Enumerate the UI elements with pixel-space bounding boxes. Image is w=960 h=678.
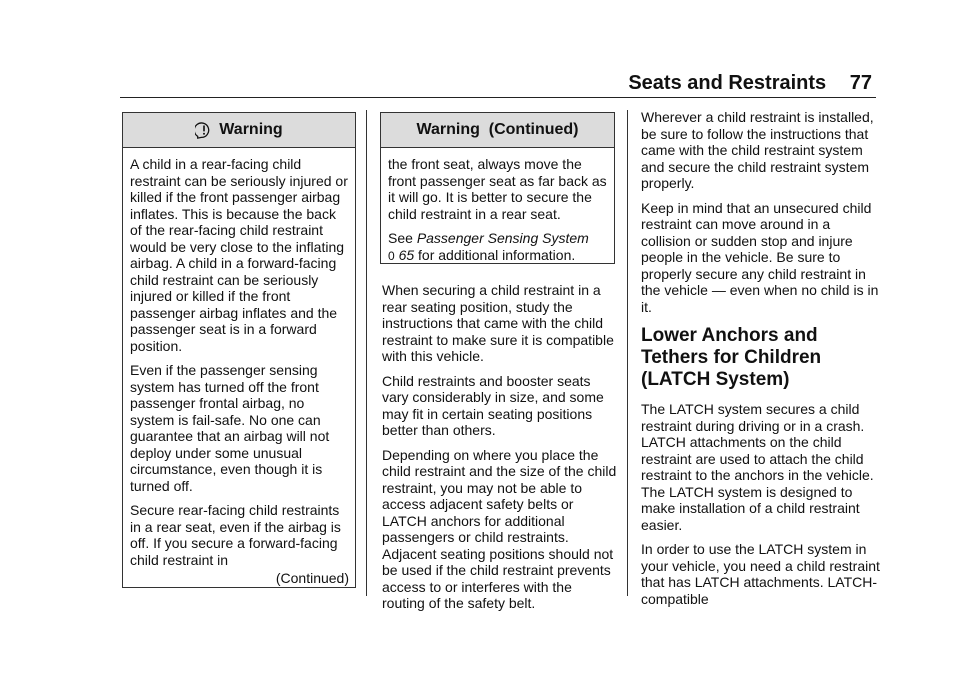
warning-paragraph: Secure rear-facing child restraints in a rear seat, even if the airbag is off. If you secure a forward-facing child restraint in xyxy=(130,502,341,568)
column-middle xyxy=(382,282,618,620)
warning-title: Warning (Continued) xyxy=(416,121,579,138)
warning-title: Warning xyxy=(219,121,283,138)
see-reference xyxy=(388,230,608,264)
page-header xyxy=(628,72,872,95)
body-paragraph: Wherever a child restraint is installed, be sure to follow the instructions that came with the child restraint system and secure the child restraint system properly. xyxy=(641,109,874,191)
see-reference-page: 65 xyxy=(398,246,415,263)
warning-title-bar xyxy=(381,113,614,148)
warning-paragraph: the front seat, always move the front passenger seat as far back as it will go. It is better to secure the child restraint in a rear seat. xyxy=(388,156,607,222)
see-suffix: for additional information. xyxy=(418,246,576,263)
warning-icon xyxy=(195,121,213,139)
warning-body xyxy=(123,148,355,587)
body-paragraph: Depending on where you place the child restraint and the size of the child restraint, you may not be able to access adjacent safety belts or LATCH anchors for additional passengers or child restraints. Adjacent seating positions should not be used if the child restraint prevents access to or interferes with the routing of the safety belt. xyxy=(382,446,617,611)
warning-title-bar xyxy=(123,113,355,148)
warning-paragraph: Even if the passenger sensing system has turned off the front passenger frontal airbag, no system is fail-safe. No one can guarantee that an airbag will not deploy under some unusual circumstance, even though it is turned off. xyxy=(130,362,330,494)
warning-paragraph: A child in a rear-facing child restraint can be seriously injured or killed if the front passenger airbag inflates. This is because the back of the rear-facing child restraint would be very close to the inflating airbag. A child in a forward-facing child restraint can be seriously injured or killed if the front passenger airbag inflates and the passenger seat is in a forward position. xyxy=(130,156,348,354)
warning-body xyxy=(381,148,614,264)
page-number: 77 xyxy=(849,72,872,94)
body-paragraph: The LATCH system secures a child restraint during driving or in a crash. LATCH attachments on the child restraint are used to attach the child restraint to the anchors in the vehicle. The LATCH system is designed to make installation of a child restraint easier. xyxy=(641,401,874,533)
warning-box-continued xyxy=(380,112,615,264)
column-divider xyxy=(627,110,628,596)
body-paragraph: When securing a child restraint in a rear seating position, study the instructions that came with the child restraint to make sure it is compatible with this vehicle. xyxy=(382,282,614,364)
page-reference-arrow-icon: 0 xyxy=(388,248,395,263)
continued-label: (Continued) xyxy=(275,570,349,586)
header-rule xyxy=(120,97,876,98)
warning-box xyxy=(122,112,356,588)
body-paragraph: Keep in mind that an unsecured child restraint can move around in a collision or sudden stop and injure people in the vehicle. Be sure to properly secure any child restraint in the vehicle — even when no child is in it. xyxy=(641,199,879,315)
column-divider xyxy=(366,110,367,596)
see-prefix: See xyxy=(388,230,413,246)
body-paragraph: In order to use the LATCH system in your vehicle, you need a child restraint that has LATCH attachments. LATCH-compatible xyxy=(641,541,880,607)
section-title: Seats and Restraints xyxy=(628,72,827,94)
column-right xyxy=(641,109,881,615)
see-reference-title: Passenger Sensing System xyxy=(416,230,589,246)
body-paragraph: Child restraints and booster seats vary considerably in size, and some may fit in certain seating positions better than others. xyxy=(382,372,604,438)
section-heading: Lower Anchors and Tethers for Children (LATCH System) xyxy=(641,325,822,390)
